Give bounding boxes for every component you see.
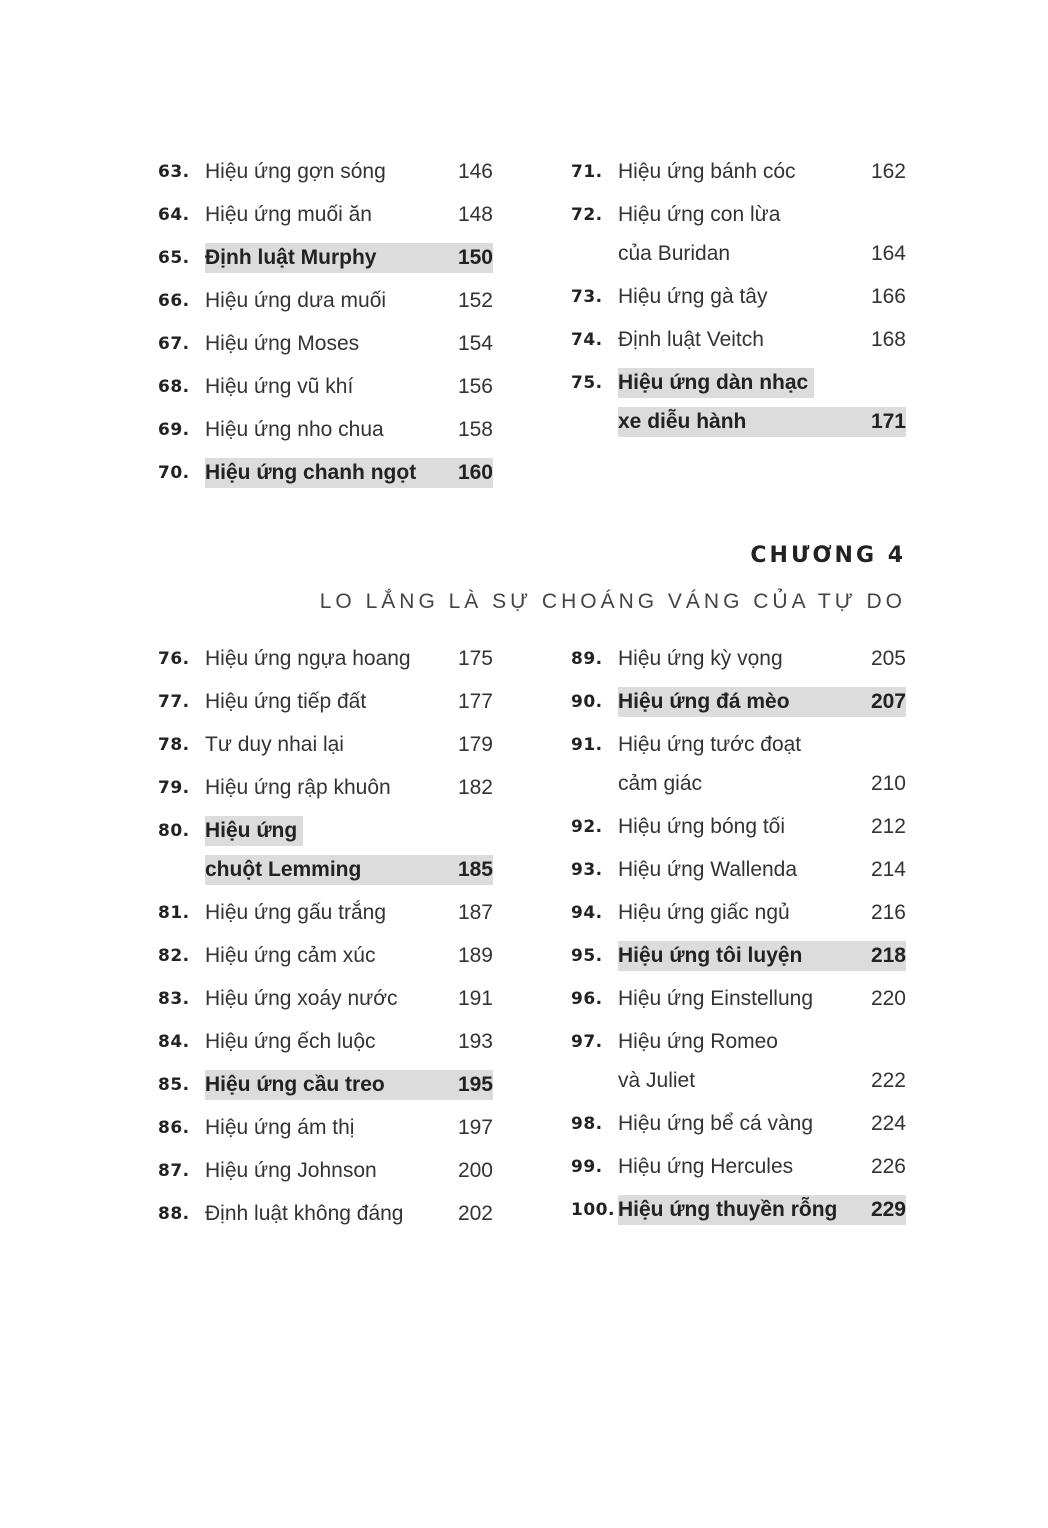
entry-title: Hiệu ứng bánh cóc — [618, 160, 796, 183]
entry-number: 93. — [571, 860, 603, 880]
entry-title: Tư duy nhai lại — [205, 733, 344, 756]
entry-title: Hiệu ứng Einstellung — [618, 987, 814, 1010]
entry-page-number: 224 — [870, 1112, 906, 1135]
entry-title: Hiệu ứng kỳ vọng — [618, 647, 783, 670]
entry-page-number: 212 — [870, 815, 906, 838]
entry-number: 75. — [571, 373, 603, 393]
entry-title: của Buridan — [618, 242, 731, 265]
entry-title: Hiệu ứng con lừa — [618, 203, 781, 226]
entry-number: 89. — [571, 649, 603, 669]
toc-entry[interactable] — [571, 730, 906, 810]
entry-title: Hiệu ứng xoáy nước — [205, 987, 398, 1010]
entry-number: 99. — [571, 1157, 603, 1177]
entry-title: Hiệu ứng bể cá vàng — [618, 1112, 814, 1135]
entry-page-number: 216 — [870, 901, 906, 924]
entry-page-number: 185 — [457, 858, 493, 881]
entry-title: Hiệu ứng ám thị — [205, 1116, 355, 1139]
entry-title: Định luật không đáng — [205, 1202, 404, 1225]
entry-page-number: 160 — [457, 461, 493, 484]
entry-number: 76. — [158, 649, 190, 669]
entry-page-number: 202 — [457, 1202, 493, 1225]
entry-title: Hiệu ứng ếch luộc — [205, 1030, 376, 1053]
entry-page-number: 193 — [457, 1030, 493, 1053]
entry-number: 77. — [158, 692, 190, 712]
entry-title: Hiệu ứng vũ khí — [205, 375, 354, 398]
entry-title: Định luật Veitch — [618, 328, 764, 351]
entry-page-number: 154 — [457, 332, 493, 355]
entry-number: 66. — [158, 291, 190, 311]
entry-number: 63. — [158, 162, 190, 182]
entry-title: Hiệu ứng giấc ngủ — [618, 901, 790, 924]
entry-number: 91. — [571, 735, 603, 755]
entry-page-number: 197 — [457, 1116, 493, 1139]
entry-title: Hiệu ứng bóng tối — [618, 815, 786, 838]
entry-number: 88. — [158, 1204, 190, 1224]
entry-title: Hiệu ứng đá mèo — [618, 690, 790, 713]
entry-title: Hiệu ứng ngựa hoang — [205, 647, 411, 670]
entry-title: Hiệu ứng Wallenda — [618, 858, 798, 881]
entry-title: Hiệu ứng dàn nhạc — [618, 368, 814, 398]
entry-title: Hiệu ứng dưa muối — [205, 289, 387, 312]
entry-title: Hiệu ứng nho chua — [205, 418, 384, 441]
entry-title: Hiệu ứng rập khuôn — [205, 776, 391, 799]
entry-title: Hiệu ứng tôi luyện — [618, 944, 803, 967]
entry-number: 90. — [571, 692, 603, 712]
entry-number: 83. — [158, 989, 190, 1009]
entry-number: 81. — [158, 903, 190, 923]
entry-number: 65. — [158, 248, 190, 268]
entry-page-number: 200 — [457, 1159, 493, 1182]
entry-number: 74. — [571, 330, 603, 350]
entry-title: Hiệu ứng cầu treo — [205, 1073, 385, 1096]
entry-page-number: 191 — [457, 987, 493, 1010]
entry-page-number: 148 — [457, 203, 493, 226]
entry-number: 67. — [158, 334, 190, 354]
entry-title: cảm giác — [618, 772, 703, 795]
entry-number: 68. — [158, 377, 190, 397]
entry-page-number: 177 — [457, 690, 493, 713]
chapter-label: CHƯƠNG 4 — [750, 543, 906, 568]
toc-entry[interactable] — [158, 458, 493, 538]
entry-number: 70. — [158, 463, 190, 483]
entry-number: 72. — [571, 205, 603, 225]
entry-number: 86. — [158, 1118, 190, 1138]
toc-entry[interactable] — [571, 1027, 906, 1107]
entry-title: Hiệu ứng tiếp đất — [205, 690, 367, 713]
entry-title: Hiệu ứng muối ăn — [205, 203, 372, 226]
entry-number: 94. — [571, 903, 603, 923]
entry-title: Hiệu ứng Johnson — [205, 1159, 377, 1182]
entry-number: 100. — [571, 1200, 615, 1220]
entry-number: 64. — [158, 205, 190, 225]
entry-title: Hiệu ứng gà tây — [618, 285, 768, 308]
toc-entry[interactable] — [158, 816, 493, 896]
entry-number: 82. — [158, 946, 190, 966]
entry-page-number: 220 — [870, 987, 906, 1010]
entry-page-number: 166 — [870, 285, 906, 308]
entry-number: 97. — [571, 1032, 603, 1052]
entry-number: 78. — [158, 735, 190, 755]
entry-number: 73. — [571, 287, 603, 307]
toc-entry[interactable] — [158, 1199, 493, 1279]
entry-page-number: 214 — [870, 858, 906, 881]
entry-title: Hiệu ứng — [205, 816, 303, 846]
entry-page-number: 207 — [870, 690, 906, 713]
entry-title: Hiệu ứng gợn sóng — [205, 160, 386, 183]
entry-number: 85. — [158, 1075, 190, 1095]
entry-page-number: 189 — [457, 944, 493, 967]
entry-number: 79. — [158, 778, 190, 798]
entry-page-number: 229 — [870, 1198, 906, 1221]
entry-page-number: 175 — [457, 647, 493, 670]
entry-page-number: 222 — [870, 1069, 906, 1092]
entry-title: Hiệu ứng chanh ngọt — [205, 461, 417, 484]
entry-number: 84. — [158, 1032, 190, 1052]
entry-page-number: 156 — [457, 375, 493, 398]
entry-number: 96. — [571, 989, 603, 1009]
entry-title: chuột Lemming — [205, 858, 362, 881]
entry-title: và Juliet — [618, 1069, 696, 1092]
entry-page-number: 146 — [457, 160, 493, 183]
toc-entry[interactable] — [571, 1195, 906, 1275]
entry-page-number: 187 — [457, 901, 493, 924]
entry-number: 71. — [571, 162, 603, 182]
chapter-title: LO LẮNG LÀ SỰ CHOÁNG VÁNG CỦA TỰ DO — [319, 590, 906, 613]
entry-title: Định luật Murphy — [205, 246, 377, 269]
entry-title: Hiệu ứng thuyền rỗng — [618, 1198, 838, 1221]
entry-page-number: 162 — [870, 160, 906, 183]
entry-page-number: 226 — [870, 1155, 906, 1178]
entry-title: xe diễu hành — [618, 410, 747, 433]
entry-page-number: 168 — [870, 328, 906, 351]
entry-number: 95. — [571, 946, 603, 966]
entry-page-number: 182 — [457, 776, 493, 799]
entry-title: Hiệu ứng Romeo — [618, 1030, 778, 1053]
toc-entry[interactable] — [571, 368, 906, 448]
entry-number: 69. — [158, 420, 190, 440]
entry-page-number: 164 — [870, 242, 906, 265]
entry-number: 87. — [158, 1161, 190, 1181]
entry-title: Hiệu ứng gấu trắng — [205, 901, 387, 924]
toc-entry[interactable] — [571, 200, 906, 280]
entry-page-number: 158 — [457, 418, 493, 441]
entry-page-number: 210 — [870, 772, 906, 795]
entry-title: Hiệu ứng tước đoạt — [618, 733, 802, 756]
entry-page-number: 205 — [870, 647, 906, 670]
entry-title: Hiệu ứng Hercules — [618, 1155, 794, 1178]
entry-title: Hiệu ứng cảm xúc — [205, 944, 376, 967]
entry-page-number: 152 — [457, 289, 493, 312]
entry-page-number: 179 — [457, 733, 493, 756]
entry-page-number: 150 — [457, 246, 493, 269]
entry-number: 92. — [571, 817, 603, 837]
entry-title: Hiệu ứng Moses — [205, 332, 360, 355]
entry-page-number: 218 — [870, 944, 906, 967]
entry-number: 80. — [158, 821, 190, 841]
entry-page-number: 171 — [870, 410, 906, 433]
entry-number: 98. — [571, 1114, 603, 1134]
entry-page-number: 195 — [457, 1073, 493, 1096]
